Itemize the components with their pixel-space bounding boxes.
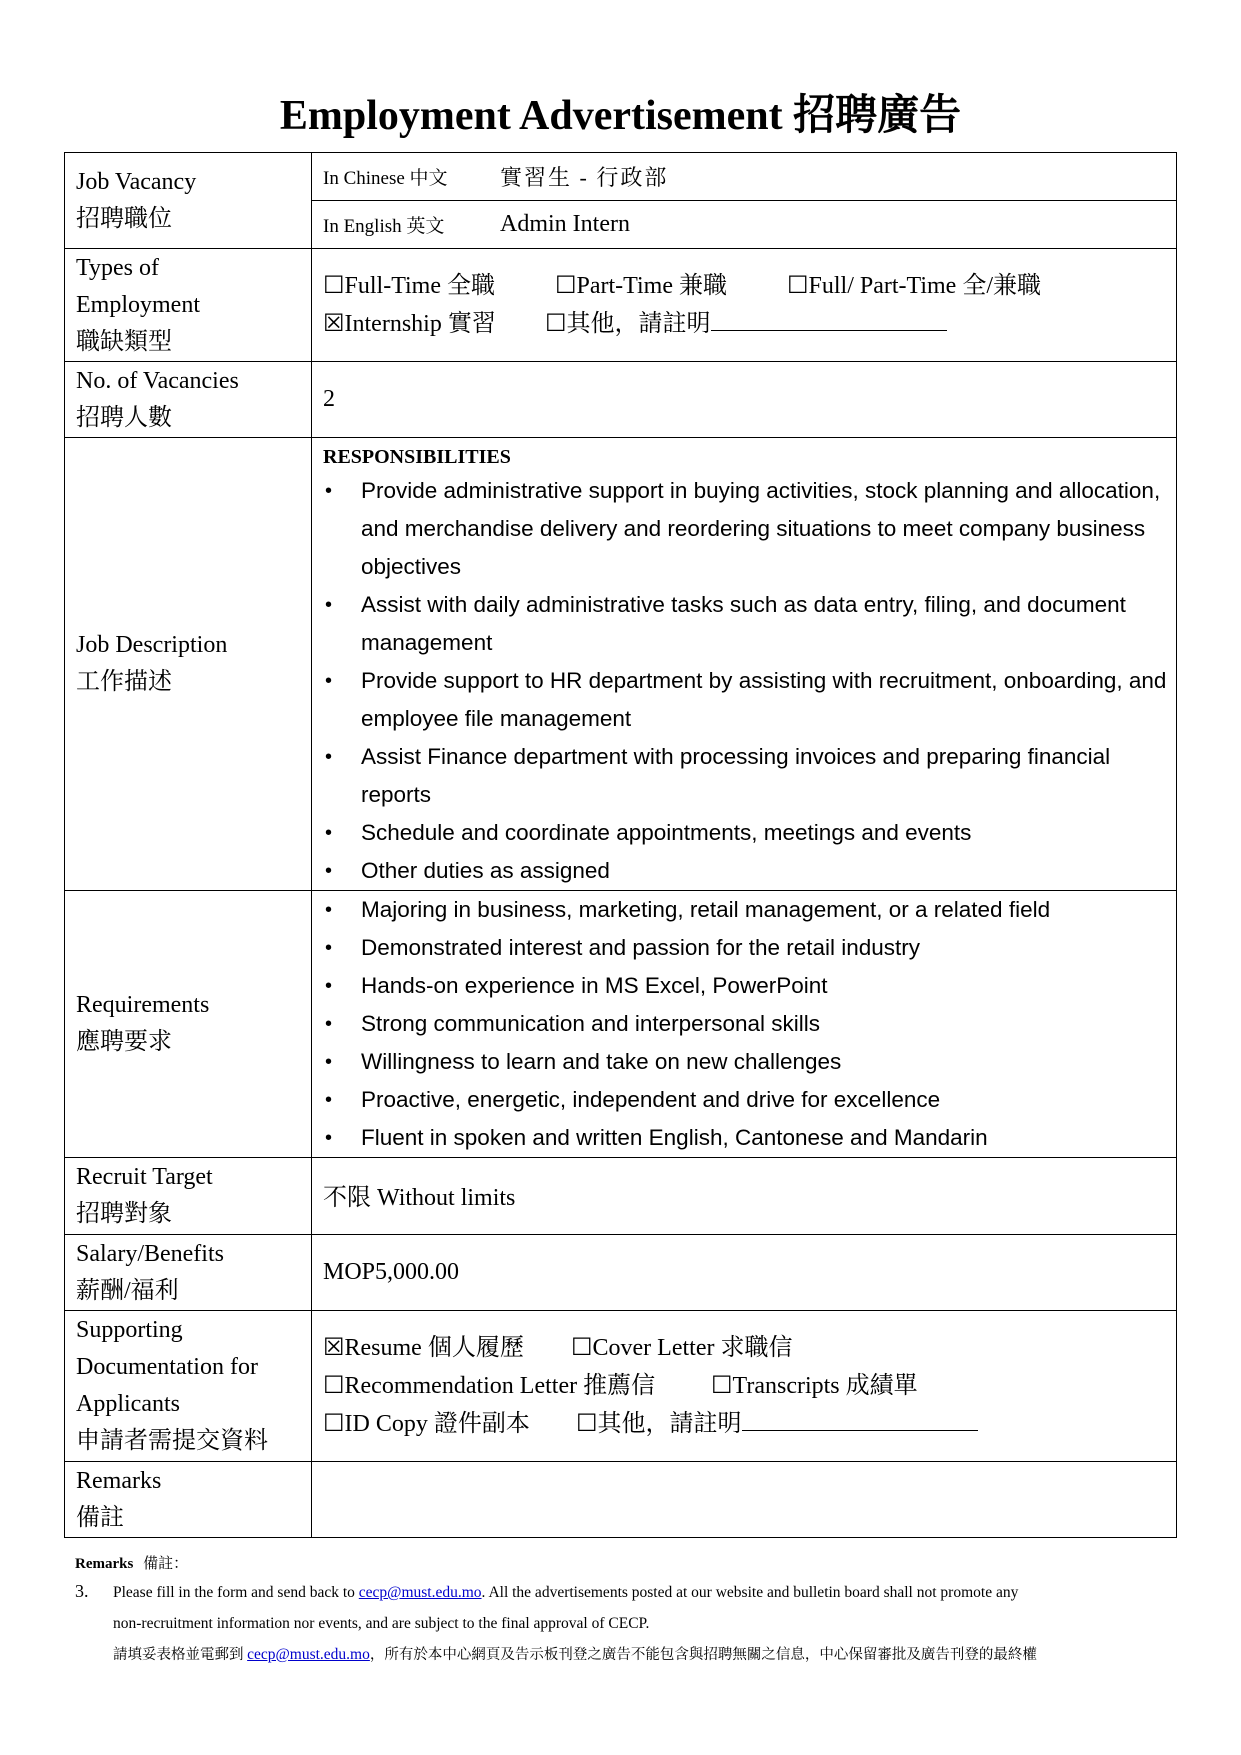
salary-label — [65, 1235, 312, 1311]
documentation-label-2: Documentation for — [76, 1354, 258, 1380]
employment-types-cell — [312, 249, 1177, 362]
other-docs-blank[interactable] — [742, 1406, 978, 1431]
chinese-value: 實習生 - 行政部 — [500, 165, 669, 190]
page-title: Employment Advertisement 招聘廣告 — [279, 93, 962, 139]
list-item: • Provide administrative support in buying activities, stock planning and allocation, and merchandise delivery and reordering situations to meet company business objectives — [323, 472, 1176, 586]
footer-remarks-heading — [75, 1552, 188, 1573]
salary-label-cn: 薪酬/福利 — [76, 1277, 179, 1304]
footer-line-3b: ，所有於本中心網頁及告示板刊登之廣告不能包含與招聘無關之信息，中心保留審批及廣告刊登的最終權 — [369, 1647, 1037, 1663]
list-item: • Assist Finance department with processing invoices and preparing financial reports — [323, 738, 1176, 814]
job-vacancy-label-en: Job Vacancy — [76, 168, 197, 195]
job-vacancy-label — [65, 153, 312, 249]
footer-line-2: non-recruitment information nor events, and are subject to the final approval of CECP. — [113, 1615, 650, 1632]
full-part-time-checkbox[interactable]: ☐Full/ Part-Time 全/兼職 — [787, 273, 1041, 299]
documentation-label-cn: 申請者需提交資料 — [76, 1428, 268, 1454]
id-copy-checkbox[interactable]: ☐ID Copy 證件副本 — [323, 1411, 530, 1437]
recruit-target-row — [65, 1158, 1177, 1235]
footer-line-1b: . All the advertisements posted at our website and bulletin board shall not promote any — [481, 1584, 1019, 1601]
remarks-value[interactable] — [312, 1462, 1177, 1538]
footer-email-link-cn[interactable]: cecp@must.edu.mo — [247, 1646, 370, 1663]
footer-number: 3. — [75, 1581, 89, 1601]
vacancies-label-cn: 招聘人數 — [76, 404, 172, 431]
footer-line-1 — [113, 1583, 1018, 1603]
list-item: • Assist with daily administrative tasks such as data entry, filing, and document management — [323, 586, 1176, 662]
employment-form-table — [64, 152, 1177, 1538]
employment-types-row — [65, 249, 1177, 362]
cover-letter-checkbox[interactable]: ☐Cover Letter 求職信 — [571, 1335, 793, 1361]
transcripts-checkbox[interactable]: ☐Transcripts 成績單 — [711, 1373, 918, 1399]
job-vacancy-row-cn — [65, 153, 1177, 201]
full-time-checkbox[interactable]: ☐Full-Time 全職 — [323, 273, 495, 299]
recommendation-checkbox[interactable]: ☐Recommendation Letter 推薦信 — [323, 1373, 656, 1399]
salary-value: MOP5,000.00 — [312, 1235, 1177, 1311]
job-description-cell — [312, 438, 1177, 891]
requirements-label-en: Requirements — [76, 992, 210, 1018]
remarks-label-en: Remarks — [76, 1467, 162, 1494]
requirements-cell — [312, 891, 1177, 1158]
documentation-label-1: Supporting — [76, 1317, 183, 1343]
salary-row — [65, 1235, 1177, 1311]
job-vacancy-label-cn: 招聘職位 — [76, 205, 172, 232]
documentation-label-3: Applicants — [76, 1391, 180, 1417]
requirements-label — [65, 891, 312, 1158]
vacancies-label-en: No. of Vacancies — [76, 367, 239, 394]
list-item: • Schedule and coordinate appointments, meetings and events — [323, 814, 1176, 852]
vacancies-value: 2 — [312, 362, 1177, 438]
job-description-label — [65, 438, 312, 891]
job-vacancy-chinese-cell — [312, 153, 1177, 201]
other-employment-blank[interactable] — [711, 306, 947, 331]
remarks-label — [65, 1462, 312, 1538]
documentation-row — [65, 1311, 1177, 1462]
chinese-prefix: In Chinese 中文 — [323, 168, 448, 189]
documentation-label — [65, 1311, 312, 1462]
list-item: • Strong communication and interpersonal skills — [323, 1005, 1176, 1043]
remarks-row — [65, 1462, 1177, 1538]
recruit-target-value: 不限 Without limits — [312, 1158, 1177, 1235]
job-description-label-en: Job Description — [76, 632, 228, 658]
recruit-target-label-en: Recruit Target — [76, 1164, 213, 1190]
footer-remarks-label: Remarks — [75, 1556, 134, 1572]
resume-checkbox[interactable]: ☒Resume 個人履歷 — [323, 1335, 524, 1361]
list-item: • Other duties as assigned — [323, 852, 1176, 890]
footer-line-3a: 請填妥表格並電郵到 — [113, 1647, 248, 1663]
employment-types-label-1: Types of — [76, 254, 159, 281]
list-item: • Willingness to learn and take on new challenges — [323, 1043, 1176, 1081]
remarks-label-cn: 備註 — [76, 1504, 124, 1531]
footer-line-3 — [113, 1645, 1037, 1665]
list-item: • Fluent in spoken and written English, Cantonese and Mandarin — [323, 1119, 1176, 1157]
list-item: • Provide support to HR department by assisting with recruitment, onboarding, and employee file management — [323, 662, 1176, 738]
vacancies-row — [65, 362, 1177, 438]
internship-checkbox[interactable]: ☒Internship 實習 — [323, 311, 496, 337]
recruit-target-label — [65, 1158, 312, 1235]
responsibilities-list — [323, 472, 1176, 890]
job-vacancy-english-cell — [312, 201, 1177, 249]
vacancies-label — [65, 362, 312, 438]
requirements-label-cn: 應聘要求 — [76, 1029, 172, 1055]
list-item: • Proactive, energetic, independent and drive for excellence — [323, 1081, 1176, 1119]
requirements-list — [323, 891, 1176, 1157]
list-item: • Majoring in business, marketing, retail management, or a related field — [323, 891, 1176, 929]
employment-types-label-cn: 職缺類型 — [76, 328, 172, 355]
other-docs-checkbox[interactable]: ☐其他，請註明 — [576, 1411, 742, 1437]
employment-types-label-2: Employment — [76, 291, 200, 318]
recruit-target-label-cn: 招聘對象 — [76, 1201, 172, 1227]
list-item: • Demonstrated interest and passion for the retail industry — [323, 929, 1176, 967]
part-time-checkbox[interactable]: ☐Part-Time 兼職 — [555, 273, 727, 299]
other-employment-checkbox[interactable]: ☐其他，請註明 — [545, 311, 711, 337]
english-value: Admin Intern — [500, 211, 630, 237]
documentation-cell — [312, 1311, 1177, 1462]
english-prefix: In English 英文 — [323, 216, 445, 237]
employment-types-label — [65, 249, 312, 362]
responsibilities-heading: RESPONSIBILITIES — [323, 446, 511, 468]
footer-email-link[interactable]: cecp@must.edu.mo — [358, 1584, 482, 1601]
job-description-label-cn: 工作描述 — [76, 669, 172, 695]
salary-label-en: Salary/Benefits — [76, 1240, 224, 1267]
list-item: • Hands-on experience in MS Excel, PowerPoint — [323, 967, 1176, 1005]
job-description-row — [65, 438, 1177, 891]
requirements-row — [65, 891, 1177, 1158]
footer-remarks-label-cn: 備註： — [143, 1556, 189, 1572]
footer-line-1a: Please fill in the form and send back to — [113, 1584, 359, 1601]
